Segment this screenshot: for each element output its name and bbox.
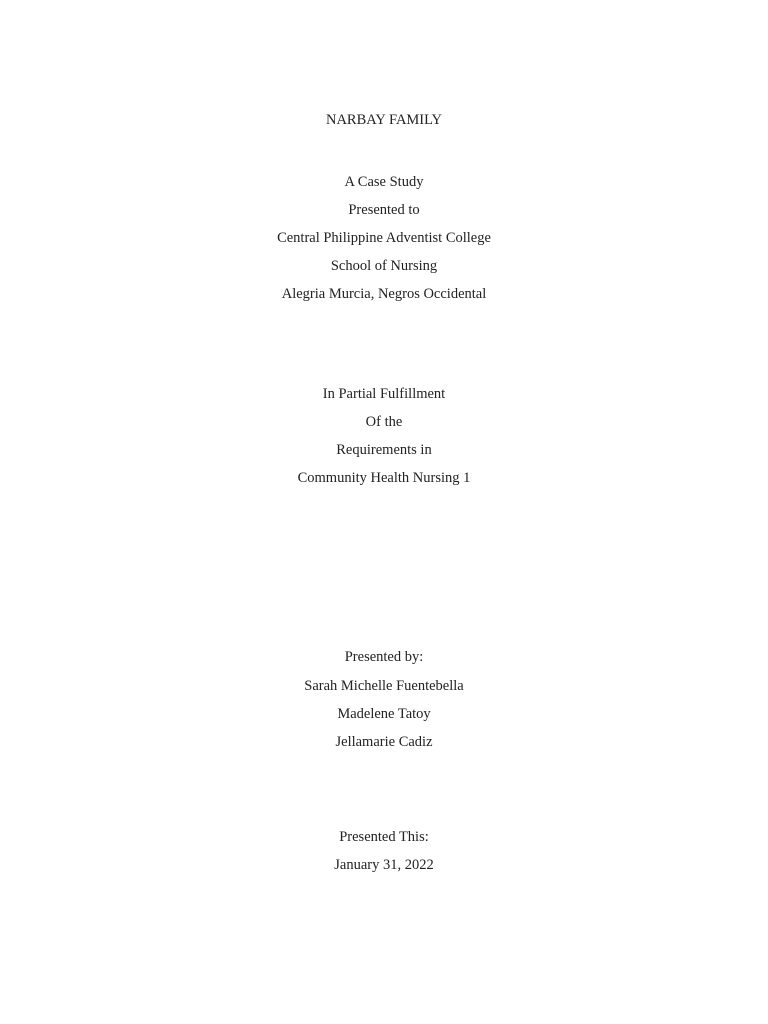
fulfillment-line-2: Of the — [365, 414, 403, 430]
presenter-name: Jellamarie Cadiz — [335, 734, 433, 750]
case-study-label: A Case Study — [344, 174, 424, 190]
fulfillment-line-3: Requirements in — [336, 442, 432, 458]
presented-to-label: Presented to — [348, 202, 420, 218]
presenter-name: Madelene Tatoy — [337, 706, 431, 722]
presenter-name: Sarah Michelle Fuentebella — [304, 678, 464, 694]
course-name: Community Health Nursing 1 — [297, 470, 471, 486]
presented-by-heading: Presented by: — [344, 649, 424, 665]
school-name: School of Nursing — [330, 258, 438, 274]
presentation-date: January 31, 2022 — [334, 857, 434, 873]
institution-name: Central Philippine Adventist College — [277, 230, 491, 246]
presented-this-heading: Presented This: — [339, 829, 429, 845]
fulfillment-line-1: In Partial Fulfillment — [322, 386, 446, 402]
document-title: NARBAY FAMILY — [325, 112, 443, 128]
institution-location: Alegria Murcia, Negros Occidental — [281, 286, 487, 302]
